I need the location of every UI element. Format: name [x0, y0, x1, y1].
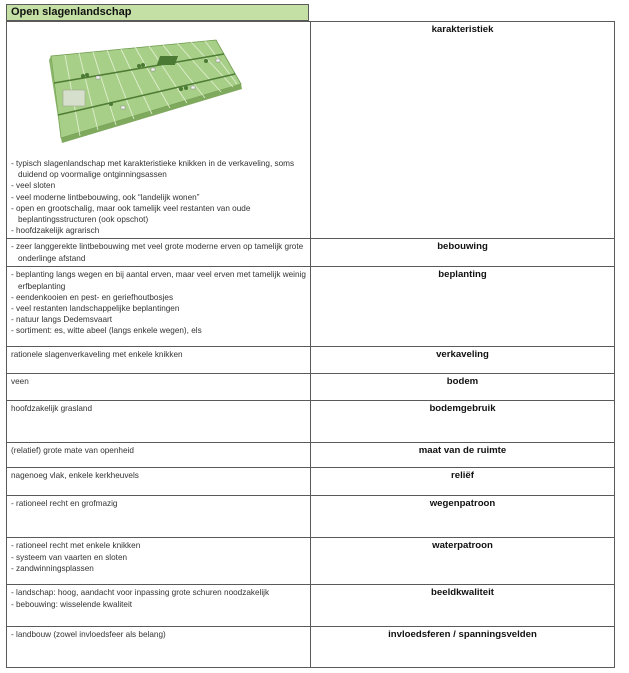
- list-item: - veel moderne lintbebouwing, ook “landelijk wonen”: [11, 192, 200, 202]
- description-cell: [7, 22, 311, 239]
- row-heading: maat van de ruimte: [418, 445, 507, 457]
- table-row: [7, 443, 615, 468]
- list-item: - veel sloten: [11, 181, 56, 191]
- row-heading: beeldkwaliteit: [431, 587, 494, 599]
- list-item: veen: [11, 377, 29, 387]
- heading-cell: [311, 239, 615, 267]
- heading-cell: [311, 627, 615, 668]
- description-cell: [7, 239, 311, 267]
- list-item: - eendenkooien en pest- en geriefhoutbosjes: [11, 292, 174, 302]
- heading-cell: [311, 374, 615, 401]
- row-heading: wegenpatroon: [429, 498, 496, 510]
- list-item: - natuur langs Dedemsvaart: [11, 315, 113, 325]
- heading-cell: [311, 538, 615, 585]
- list-item: - hoofdzakelijk agrarisch: [11, 226, 100, 236]
- list-item: - zeer langgerekte lintbebouwing met veel grote moderne erven op tamelijk grote onderlinge afstand: [11, 242, 304, 263]
- list-item: - sortiment: es, witte abeel (langs enkele wegen), els: [11, 326, 202, 336]
- description-cell: [7, 496, 311, 538]
- table-row: [7, 468, 615, 496]
- list-item: (relatief) grote mate van openheid: [11, 446, 134, 456]
- table-row: [7, 239, 615, 267]
- description-cell: [7, 401, 311, 443]
- list-item: - bebouwing: wisselende kwaliteit: [11, 599, 133, 609]
- description-cell: [7, 374, 311, 401]
- row-heading: invloedsferen / spanningsvelden: [388, 629, 537, 641]
- row-heading: bodem: [446, 376, 479, 388]
- description-cell: [7, 347, 311, 374]
- list-item: - beplanting langs wegen en bij aantal erven, maar veel erven met tamelijk weinig erfbeplanting: [11, 270, 306, 291]
- table-row: [7, 585, 615, 627]
- list-item: - landschap: hoog, aandacht voor inpassing grote schuren noodzakelijk: [11, 588, 270, 598]
- row-heading: karakteristiek: [431, 24, 494, 35]
- row-heading: waterpatroon: [432, 540, 493, 552]
- list-item: nagenoeg vlak, enkele kerkheuvels: [11, 471, 139, 481]
- table-row: [7, 496, 615, 538]
- row-heading: reliëf: [451, 470, 474, 482]
- heading-cell: [311, 496, 615, 538]
- list-item: - rationeel recht en grofmazig: [11, 499, 118, 509]
- list-item: - veel restanten landschappelijke beplantingen: [11, 304, 180, 314]
- list-item: - typisch slagenlandschap met karakteristieke knikken in de verkaveling, soms duidend op voormalige ontginningsassen: [11, 159, 295, 180]
- list-item: - open en grootschalig, maar ook tamelijk veel restanten van oude beplantingsstructuren (ook opschot): [11, 203, 251, 225]
- heading-cell: [311, 443, 615, 468]
- table-row: [7, 538, 615, 585]
- list-item: - rationeel recht met enkele knikken: [11, 541, 141, 551]
- table-row: [7, 267, 615, 347]
- table-row: [7, 401, 615, 443]
- description-cell: [7, 267, 311, 347]
- row-heading: verkaveling: [436, 349, 489, 361]
- aerial-landscape-illustration: [21, 26, 246, 144]
- description-cell: [7, 585, 311, 627]
- description-cell: [7, 468, 311, 496]
- table-row: [7, 347, 615, 374]
- page-title: Open slagenlandschap: [6, 4, 309, 21]
- heading-cell: [311, 401, 615, 443]
- heading-cell: [311, 468, 615, 496]
- list-item: - landbouw (zowel invloedsfeer als belang): [11, 630, 166, 640]
- heading-cell: [311, 22, 615, 239]
- description-cell: [7, 443, 311, 468]
- heading-cell: [311, 267, 615, 347]
- row-heading: bebouwing: [437, 241, 488, 253]
- table-row: [7, 22, 615, 239]
- row-heading: beplanting: [438, 269, 487, 281]
- heading-cell: [311, 347, 615, 374]
- list-item: rationele slagenverkaveling met enkele knikken: [11, 350, 183, 360]
- table-row: [7, 627, 615, 668]
- list-item: hoofdzakelijk grasland: [11, 404, 93, 414]
- row-heading: bodemgebruik: [429, 403, 496, 415]
- characteristics-table: [6, 21, 615, 668]
- table-row: [7, 374, 615, 401]
- list-item: - systeem van vaarten en sloten: [11, 552, 128, 562]
- list-item: - zandwinningsplassen: [11, 563, 94, 573]
- description-cell: [7, 627, 311, 668]
- description-cell: [7, 538, 311, 585]
- heading-cell: [311, 585, 615, 627]
